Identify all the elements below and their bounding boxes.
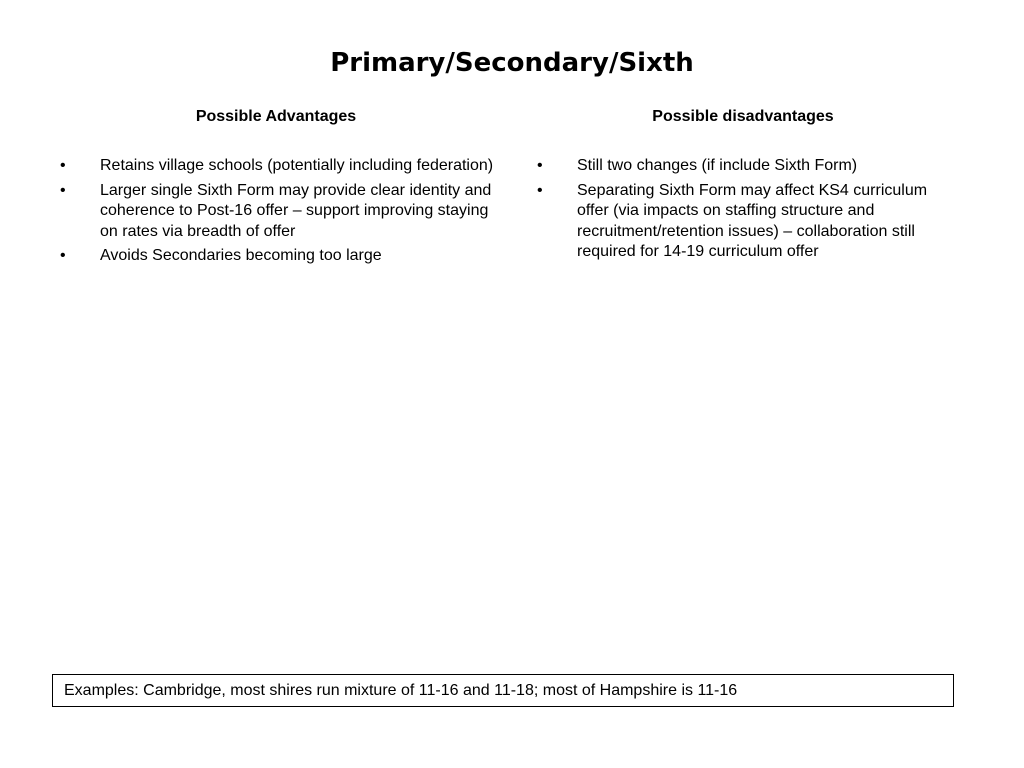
disadvantage-text: Separating Sixth Form may affect KS4 curriculum offer (via impacts on staffing structure and recruitment/retention issues) – collaboration still required for 14-19 curriculum offer <box>577 181 928 260</box>
advantages-heading: Possible Advantages <box>195 108 357 125</box>
advantage-item <box>56 156 496 177</box>
disadvantage-item <box>533 181 953 263</box>
advantage-item <box>56 246 496 267</box>
disadvantages-list <box>533 156 953 263</box>
advantages-list <box>56 156 496 267</box>
bullet-icon: • <box>537 157 543 174</box>
disadvantage-text: Still two changes (if include Sixth Form) <box>577 157 858 174</box>
disadvantages-column <box>533 106 953 267</box>
advantage-text: Larger single Sixth Form may provide clear identity and coherence to Post-16 offer – support improving staying on rates via breadth of offer <box>100 181 492 240</box>
slide-title: Primary/Secondary/Sixth <box>330 48 694 78</box>
advantage-text: Avoids Secondaries becoming too large <box>100 247 382 264</box>
bullet-icon: • <box>60 247 66 264</box>
advantage-item <box>56 181 496 243</box>
disadvantage-item <box>533 156 953 177</box>
bullet-icon: • <box>60 181 66 199</box>
advantages-column <box>56 106 496 271</box>
bullet-icon: • <box>60 157 66 174</box>
advantage-text: Retains village schools (potentially including federation) <box>100 157 494 174</box>
disadvantages-heading: Possible disadvantages <box>652 108 834 125</box>
examples-box: Examples: Cambridge, most shires run mixture of 11-16 and 11-18; most of Hampshire is 11-16 <box>52 674 954 707</box>
bullet-icon: • <box>537 181 543 199</box>
